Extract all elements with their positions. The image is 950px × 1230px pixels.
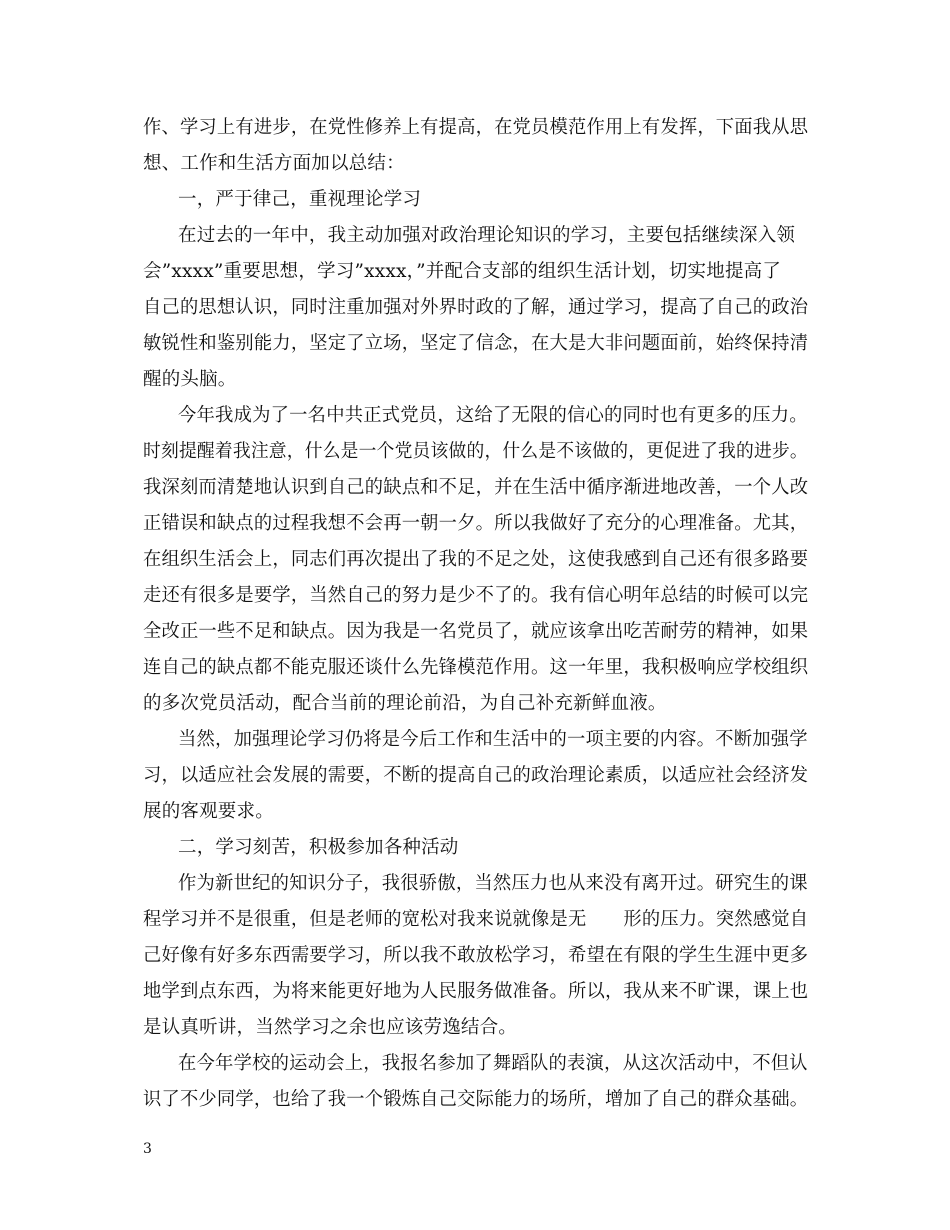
text-line: 敏锐性和鉴别能力，坚定了立场，坚定了信念，在大是大非问题面前，始终保持清 (143, 333, 809, 354)
text-line: 今年我成为了一名中共正式党员，这给了无限的信心的同时也有更多的压力。 (178, 405, 808, 426)
page-number: 3 (143, 1141, 152, 1157)
text-line: 己好像有好多东西需要学习，所以我不敢放松学习，希望在有限的学生生涯中更多 (143, 945, 809, 966)
text-line: 连自己的缺点都不能克服还谈什么先锋模范作用。这一年里，我积极响应学校组织 (143, 657, 809, 678)
text-line: 正错误和缺点的过程我想不会再一朝一夕。所以我做好了充分的心理准备。尤其， (143, 513, 809, 534)
section-heading: 二，学习刻苦，积极参加各种活动 (178, 837, 459, 858)
text-line: 自己的思想认识，同时注重加强对外界时政的了解，通过学习，提高了自己的政治 (143, 297, 809, 318)
text-line: 我深刻而清楚地认识到自己的缺点和不足，并在生活中循序渐进地改善，一个人改 (143, 477, 809, 498)
section-heading: 一，严于律己，重视理论学习 (178, 189, 422, 210)
text-line: 在今年学校的运动会上，我报名参加了舞蹈队的表演，从这次活动中，不但认 (178, 1053, 808, 1074)
text-line: 醒的头脑。 (143, 369, 237, 390)
text-line: 作为新世纪的知识分子，我很骄傲，当然压力也从来没有离开过。研究生的课 (178, 873, 808, 894)
text-line: 程学习并不是很重，但是老师的宽松对我来说就像是无 形的压力。突然感觉自 (143, 909, 809, 930)
text-line: 识了不少同学，也给了我一个锻炼自己交际能力的场所，增加了自己的群众基础。 (143, 1089, 809, 1110)
text-line: 当然，加强理论学习仍将是今后工作和生活中的一项主要的内容。不断加强学 (178, 729, 808, 750)
text-line: 想、工作和生活方面加以总结： (143, 153, 405, 174)
text-line: 地学到点东西，为将来能更好地为人民服务做准备。所以，我从来不旷课，课上也 (143, 981, 809, 1002)
text-line: 时刻提醒着我注意，什么是一个党员该做的，什么是不该做的，更促进了我的进步。 (143, 441, 808, 462)
text-line: 会”xxxx”重要思想，学习”xxxx，”并配合支部的组织生活计划，切实地提高了 (143, 261, 782, 282)
text-line: 全改正一些不足和缺点。因为我是一名党员了，就应该拿出吃苦耐劳的精神，如果 (143, 621, 809, 642)
text-line: 是认真听讲，当然学习之余也应该劳逸结合。 (143, 1017, 518, 1038)
text-line: 作、学习上有进步，在党性修养上有提高，在党员模范作用上有发挥，下面我从思 (143, 117, 809, 138)
text-line: 展的客观要求。 (143, 801, 274, 822)
text-line: 在过去的一年中，我主动加强对政治理论知识的学习，主要包括继续深入领 (178, 225, 796, 246)
text-line: 在组织生活会上，同志们再次提出了我的不足之处，这使我感到自己还有很多路要 (143, 549, 809, 570)
text-line: 走还有很多是要学，当然自己的努力是少不了的。我有信心明年总结的时候可以完 (143, 585, 809, 606)
text-line: 习，以适应社会发展的需要，不断的提高自己的政治理论素质，以适应社会经济发 (143, 765, 809, 786)
text-line: 的多次党员活动，配合当前的理论前沿，为自己补充新鲜血液。 (143, 693, 667, 714)
